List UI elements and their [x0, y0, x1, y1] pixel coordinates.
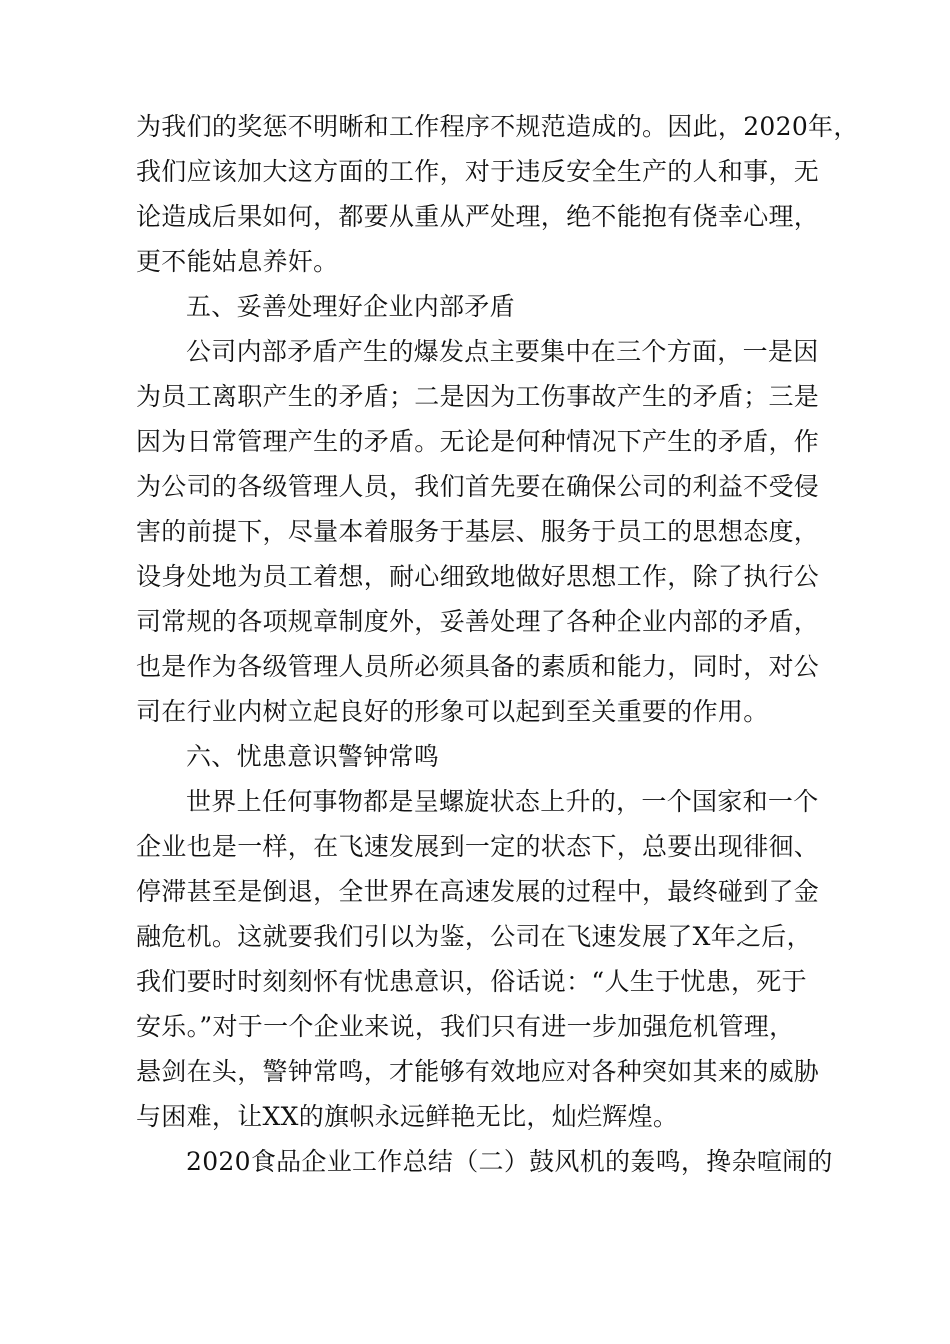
- text-line: 世界上任何事物都是呈螺旋状态上升的，一个国家和一个: [186, 787, 819, 816]
- text-line: 2020食品企业工作总结（二）鼓风机的轰鸣，搀杂喧闹的: [186, 1147, 833, 1176]
- text-line: 司在行业内树立起良好的形象可以起到至关重要的作用。: [136, 697, 769, 726]
- text-line: 更不能姑息养奸。: [136, 247, 339, 276]
- text-line: 融危机。这就要我们引以为鉴，公司在飞速发展了X年之后，: [136, 922, 812, 951]
- section-heading: 五、妥善处理好企业内部矛盾: [186, 292, 515, 321]
- text-line: 司常规的各项规章制度外，妥善处理了各种企业内部的矛盾，: [136, 607, 820, 636]
- text-line: 安乐。”对于一个企业来说，我们只有进一步加强危机管理，: [136, 1012, 795, 1041]
- text-line: 我们应该加大这方面的工作，对于违反安全生产的人和事，无: [136, 157, 820, 186]
- text-line: 我们要时时刻刻怀有忧患意识，俗话说：“人生于忧患，死于: [136, 967, 807, 996]
- text-line: 害的前提下，尽量本着服务于基层、服务于员工的思想态度，: [136, 517, 820, 546]
- text-line: 企业也是一样，在飞速发展到一定的状态下，总要出现徘徊、: [136, 832, 820, 861]
- text-line: 与困难，让XX的旗帜永远鲜艳无比，灿烂辉煌。: [136, 1102, 679, 1131]
- text-line: 为员工离职产生的矛盾；二是因为工伤事故产生的矛盾；三是: [136, 382, 820, 411]
- text-line: 公司内部矛盾产生的爆发点主要集中在三个方面，一是因: [186, 337, 819, 366]
- text-line: 论造成后果如何，都要从重从严处理，绝不能抱有侥幸心理，: [136, 202, 820, 231]
- text-line: 停滞甚至是倒退，全世界在高速发展的过程中，最终碰到了金: [136, 877, 820, 906]
- text-line: 为公司的各级管理人员，我们首先要在确保公司的利益不受侵: [136, 472, 820, 501]
- section-heading: 六、忧患意识警钟常鸣: [186, 742, 440, 771]
- text-line: 为我们的奖惩不明晰和工作程序不规范造成的。因此，2020年，: [136, 112, 859, 141]
- text-line: 悬剑在头，警钟常鸣，才能够有效地应对各种突如其来的威胁: [136, 1057, 820, 1086]
- text-line: 设身处地为员工着想，耐心细致地做好思想工作，除了执行公: [136, 562, 820, 591]
- text-line: 因为日常管理产生的矛盾。无论是何种情况下产生的矛盾，作: [136, 427, 820, 456]
- text-line: 也是作为各级管理人员所必须具备的素质和能力，同时，对公: [136, 652, 820, 681]
